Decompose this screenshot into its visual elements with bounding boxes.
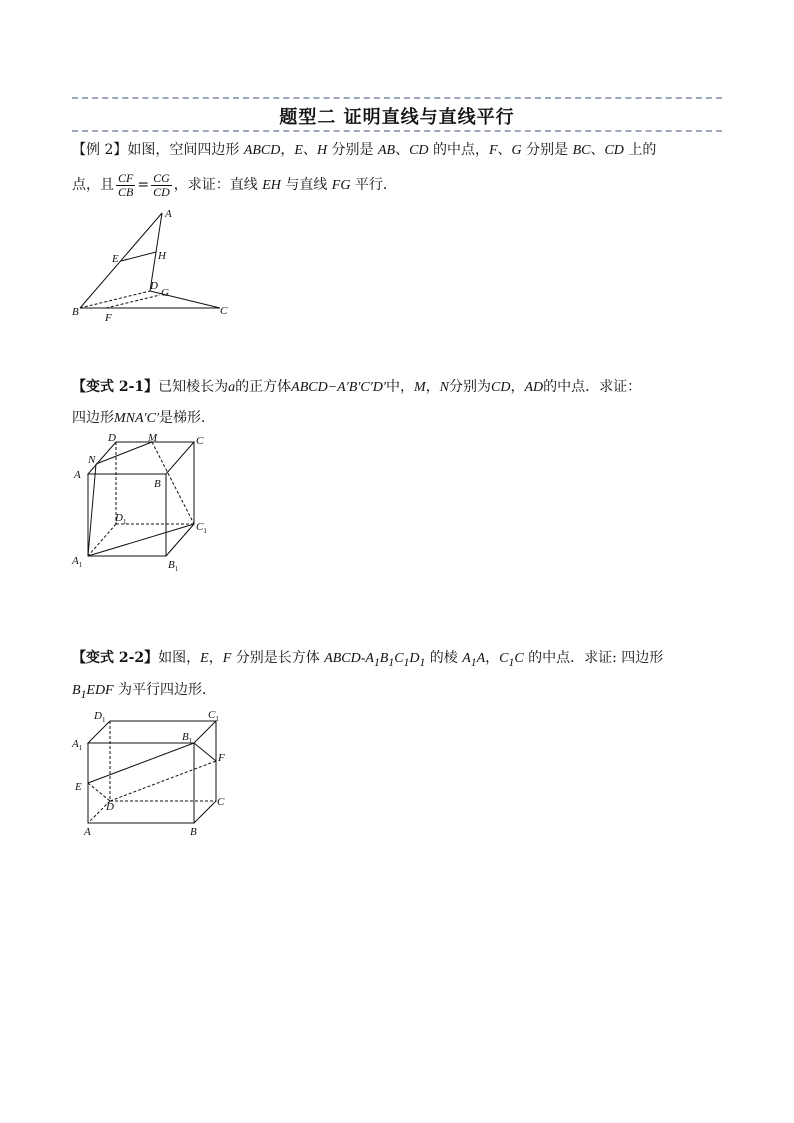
text: 分别是 [521, 142, 573, 158]
var: B [72, 683, 81, 698]
var: ABCD [243, 143, 281, 158]
variant21-line2 [72, 408, 215, 429]
edge-d1a1-hidden [88, 524, 116, 556]
label-a: A [165, 208, 172, 220]
text: 、 [497, 142, 512, 158]
var: EDF [86, 683, 114, 698]
variant21-tag: 【变式 2-1】 [72, 379, 159, 395]
var: N [439, 380, 449, 395]
letter: B [168, 559, 175, 571]
label-f: F [105, 312, 112, 324]
subscript: 1 [403, 655, 410, 669]
segment-ed-hidden [88, 783, 110, 801]
var: C [394, 651, 404, 666]
label-a: A [84, 826, 91, 838]
var: C [514, 651, 524, 666]
title-dashed-rule [72, 130, 722, 132]
text: 、 [590, 142, 605, 158]
label-g: G [161, 287, 169, 299]
var: BC [572, 143, 591, 158]
text: 的棱 [425, 650, 463, 666]
subscript: 1 [508, 655, 515, 669]
variant21-line1 [72, 377, 641, 398]
cuboid-figure [70, 707, 235, 842]
var: FG [331, 178, 351, 193]
var: AB [377, 143, 396, 158]
subscript: 1 [78, 561, 83, 569]
text: 为平行四边形． [113, 682, 217, 698]
text: 的中点．求证： [543, 379, 642, 395]
letter: A [72, 555, 79, 567]
label-b: B [72, 306, 79, 318]
letter: B [182, 731, 189, 743]
equals-sign: = [137, 177, 150, 193]
label-a1 [71, 555, 83, 569]
right-edges [194, 721, 216, 823]
example2-tag: 【例 2】 [72, 142, 128, 158]
text: 四边形 [72, 410, 114, 426]
label-b1 [182, 731, 193, 745]
text: ， [510, 379, 525, 395]
text: ， [280, 142, 295, 158]
subscript: 1 [419, 655, 426, 669]
segment-na1 [88, 464, 96, 556]
var: a [228, 380, 236, 395]
subscript: 1 [470, 655, 477, 669]
text: 与直线 [280, 177, 332, 193]
label-h: H [158, 250, 166, 262]
subscript: 1 [388, 655, 395, 669]
variant22-line2 [72, 680, 216, 705]
letter: D [94, 710, 102, 722]
var: MNA′C′ [114, 411, 160, 426]
subscript: 1 [80, 687, 87, 701]
var: H [316, 143, 328, 158]
var: ABCD-A [324, 651, 374, 666]
tetrahedron-figure [70, 205, 240, 325]
var: D [409, 651, 420, 666]
label-d: D [106, 801, 114, 813]
letter: C [208, 709, 216, 721]
top-dashed-rule [72, 97, 722, 99]
var: E [294, 143, 303, 158]
label-b1 [168, 559, 179, 572]
letter: D [115, 512, 123, 524]
subscript: 1 [174, 565, 179, 572]
label-c1 [208, 709, 219, 723]
example2-line1 [72, 140, 656, 161]
label-a1 [71, 738, 83, 752]
var: A [476, 651, 486, 666]
subscript: 1 [373, 655, 380, 669]
text: 分别为 [449, 379, 491, 395]
label-d1 [114, 512, 127, 526]
segment-nm [96, 442, 152, 464]
text: ， [425, 379, 440, 395]
subscript: 1 [101, 716, 106, 724]
subscript: 1 [203, 527, 207, 535]
label-b: B [154, 478, 161, 490]
label-f: F [218, 752, 225, 764]
cube-figure [70, 432, 220, 572]
text: 是梯形． [159, 410, 216, 426]
text: ， [208, 650, 223, 666]
segment-eh [121, 252, 156, 261]
label-b: B [190, 826, 197, 838]
text: ，求证：直线 [173, 177, 263, 193]
var: CD [604, 143, 624, 158]
label-c1 [196, 521, 207, 535]
text: 分别是 [327, 142, 378, 158]
letter: A [72, 738, 79, 750]
label-c: C [196, 435, 204, 447]
front-face [88, 743, 194, 823]
label-m: M [148, 432, 158, 444]
var: CD [409, 143, 429, 158]
var: CD [491, 380, 511, 395]
var: EH [262, 178, 281, 193]
label-d: D [150, 280, 158, 292]
example2-line2 [72, 170, 397, 201]
segment-fg-hidden [106, 295, 160, 308]
text: 的中点， [428, 142, 489, 158]
var: E [200, 651, 209, 666]
label-n: N [88, 454, 96, 466]
var: F [222, 651, 232, 666]
label-e: E [112, 253, 119, 265]
subscript: 1 [122, 518, 127, 526]
frac-den: CB [118, 184, 134, 199]
subscript: 1 [78, 744, 83, 752]
text: 如图，空间四边形 [127, 142, 244, 158]
text: 的正方体 [235, 379, 292, 395]
frac-den: CD [153, 184, 170, 199]
frac-num: CG [153, 170, 170, 185]
variant22-tag: 【变式 2-2】 [72, 650, 159, 666]
section-title: 题型二 证明直线与直线平行 [279, 107, 515, 128]
segment-a1c1 [88, 524, 194, 556]
variant22-line1 [72, 648, 663, 673]
var: C [499, 651, 509, 666]
text: 如图， [158, 650, 201, 666]
text: 、 [302, 142, 317, 158]
var: ABCD−A′B′C′D′ [291, 380, 386, 395]
text: 中， [385, 379, 414, 395]
var: F [488, 143, 498, 158]
segment-b1f [194, 743, 216, 761]
text: 、 [395, 142, 410, 158]
var: G [511, 143, 522, 158]
text: 已知棱长为 [158, 379, 229, 395]
var: B [379, 651, 389, 666]
text: ， [485, 650, 500, 666]
frac-num: CF [118, 170, 134, 185]
fraction-cg-cd [151, 172, 172, 199]
subscript: 1 [188, 737, 193, 745]
top-face [88, 721, 216, 743]
segment-df-hidden [110, 761, 216, 801]
label-d: D [108, 432, 116, 444]
text: 点，且 [72, 177, 114, 193]
edge-bd-hidden [80, 291, 150, 308]
text: 分别是长方体 [231, 650, 325, 666]
fraction-cf-cb [116, 172, 135, 199]
text: 的中点．求证: 四边形 [523, 650, 664, 666]
right-edges [166, 442, 194, 556]
label-c: C [220, 305, 228, 317]
label-d1 [93, 710, 106, 724]
label-c: C [217, 796, 225, 808]
var: M [413, 380, 426, 395]
var: AD [524, 380, 544, 395]
var: A [462, 651, 471, 666]
label-a: A [74, 469, 81, 481]
text: 上的 [623, 142, 657, 158]
segment-eb1 [88, 743, 194, 783]
label-e: E [75, 781, 82, 793]
text: 平行． [350, 177, 397, 193]
letter: C [196, 521, 204, 533]
subscript: 1 [215, 715, 219, 723]
